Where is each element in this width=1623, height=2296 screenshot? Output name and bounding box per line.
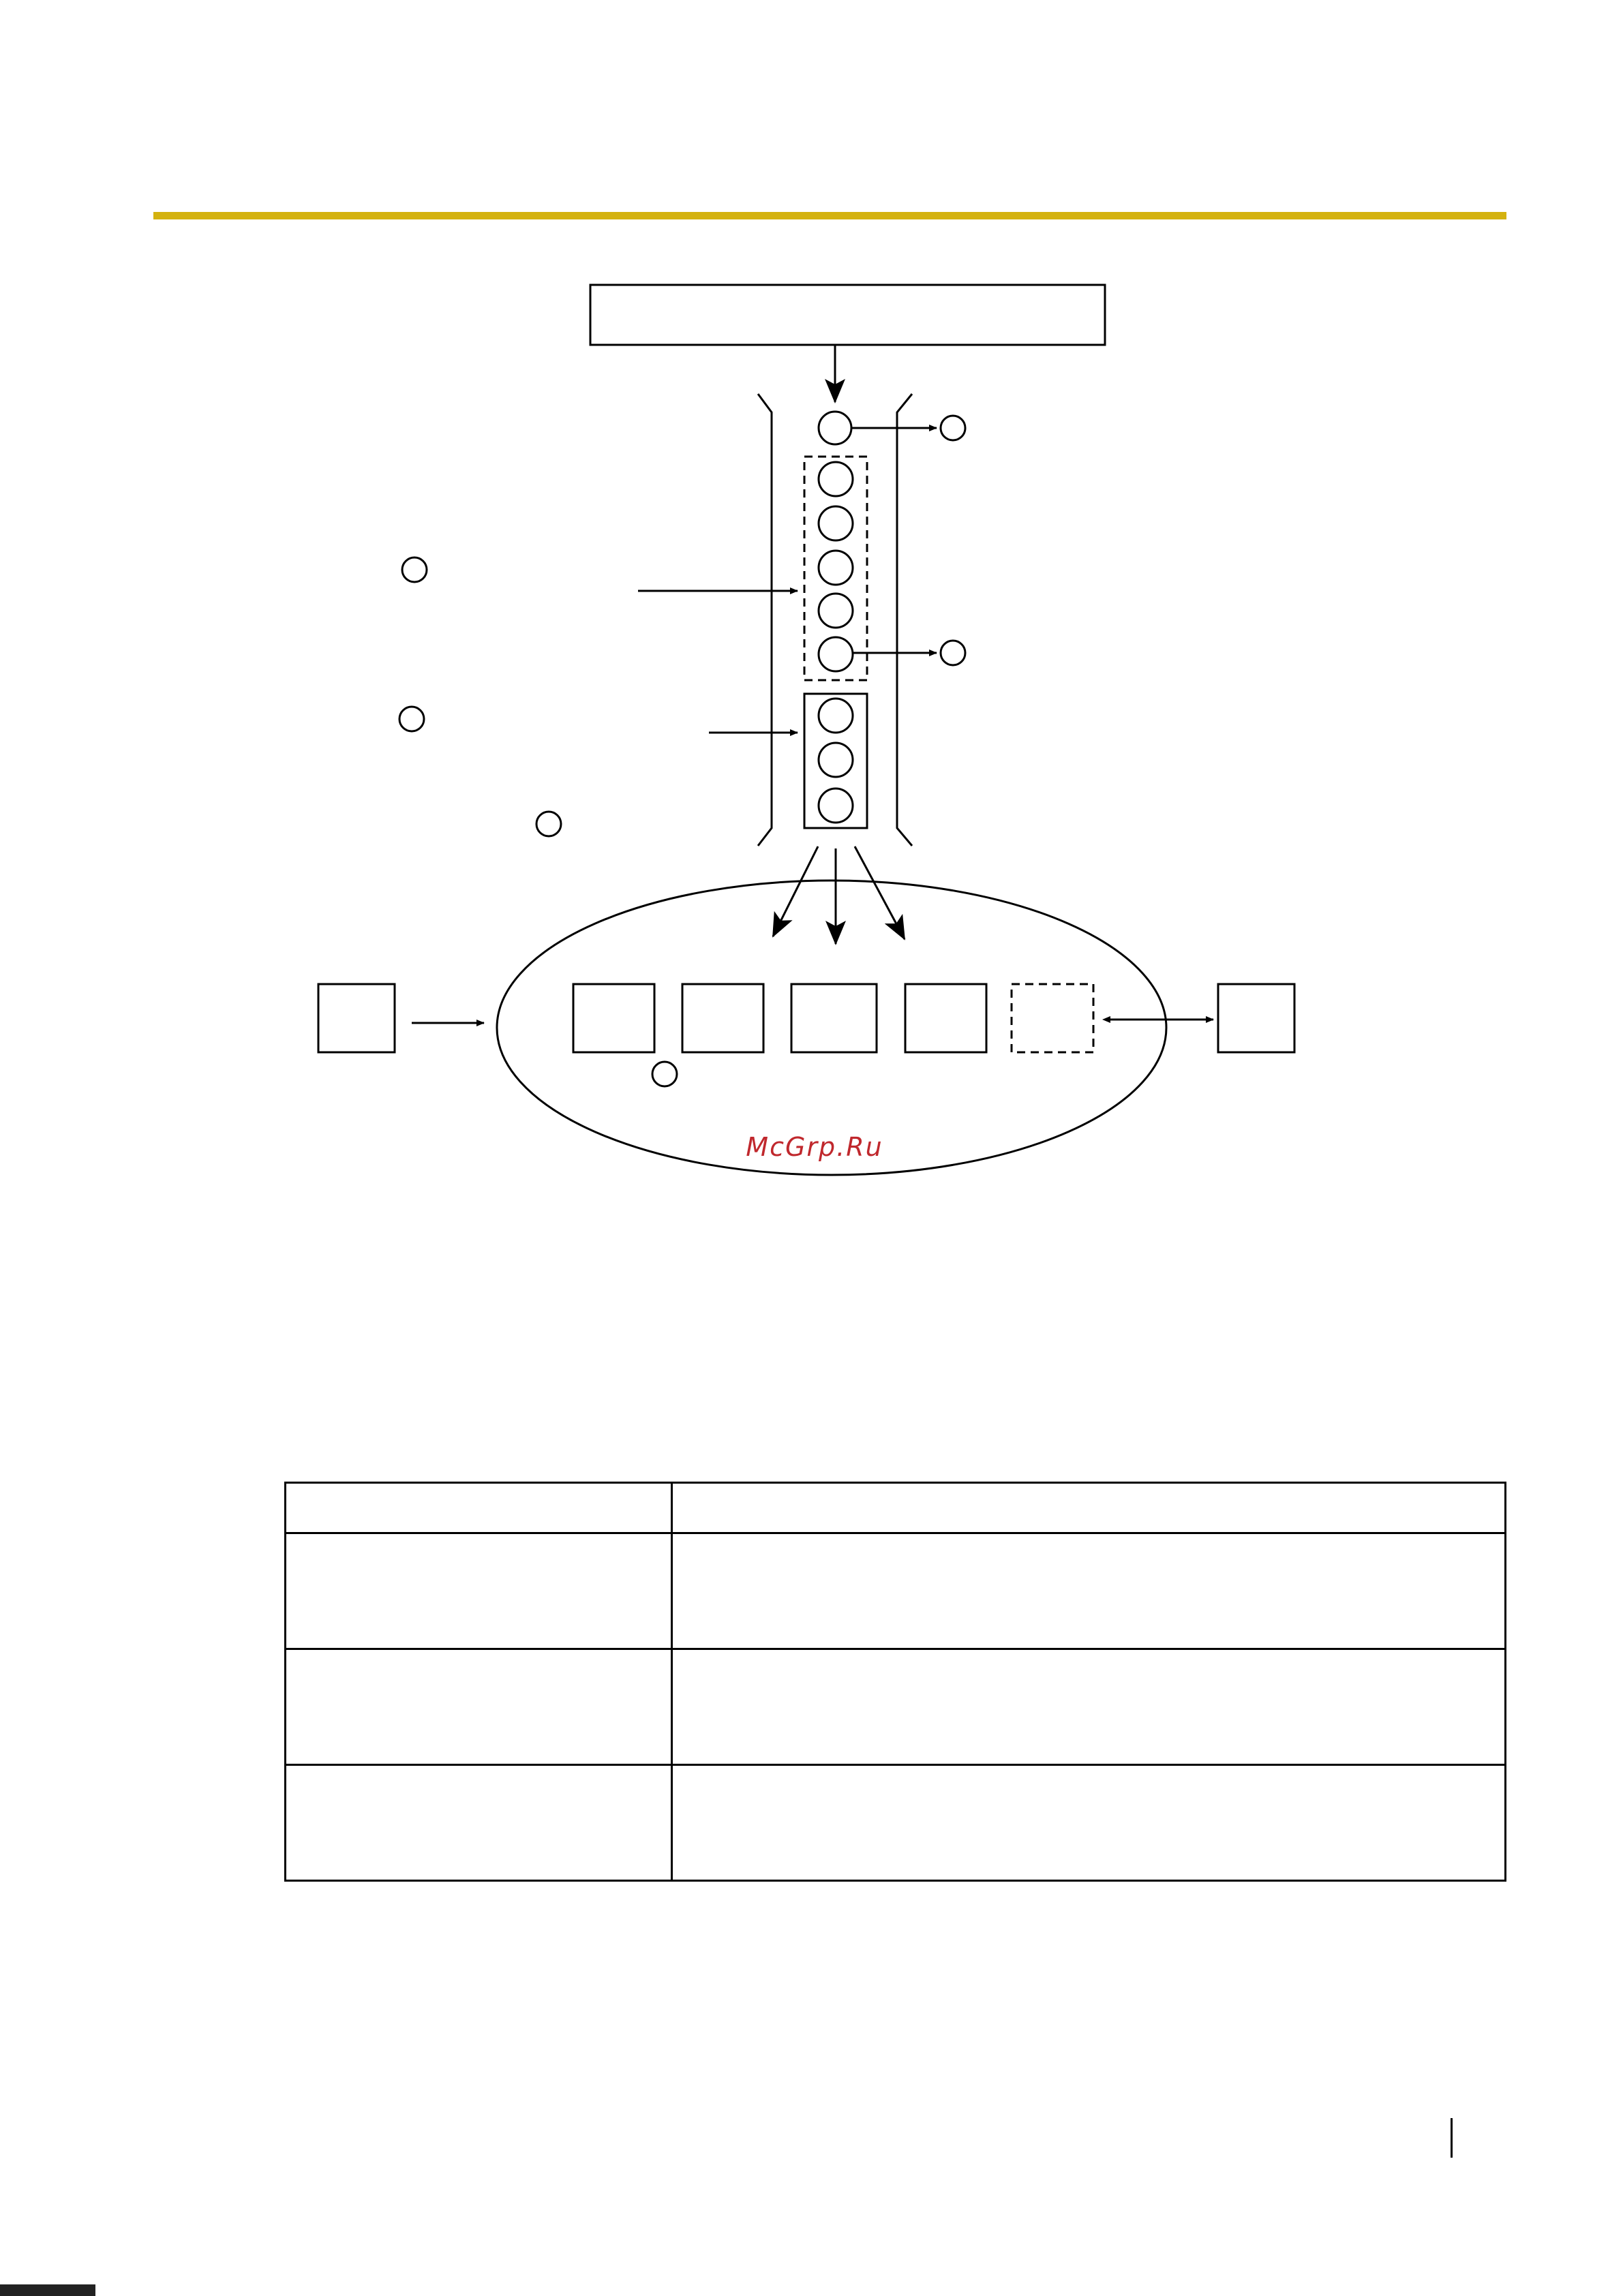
queue-circle-top [819,412,851,444]
page-number-divider [1451,2118,1453,2158]
info-table [284,1482,1506,1882]
table-cell [286,1533,672,1649]
callout-marker-2 [399,707,424,731]
channel-right-wall [897,394,912,846]
table-cell [672,1649,1506,1765]
branch-marker-mid [941,641,965,665]
corner-tab-mark [0,2284,95,2296]
channel-left-wall [758,394,772,846]
workspace-box-3 [791,984,877,1052]
queue-circle-5 [819,637,853,671]
callout-marker-1 [402,557,427,582]
queue-circle-2 [819,506,853,540]
external-left-box [318,984,395,1052]
table-header-cell-2 [672,1483,1506,1533]
watermark-text: McGrp.Ru [746,1132,883,1162]
table-header-cell-1 [286,1483,672,1533]
branch-marker-top [941,416,965,440]
source-box [590,285,1105,345]
dispatch-arrow-left [773,846,818,936]
queue-circle-3 [819,551,853,585]
callout-marker-3 [536,812,561,836]
callout-marker-4 [652,1062,677,1086]
dispatch-arrow-right [855,846,905,939]
table-cell [672,1533,1506,1649]
table-row [286,1649,1506,1765]
table-row [286,1533,1506,1649]
dashed-group [804,457,867,680]
table-row [286,1765,1506,1881]
workspace-box-1 [573,984,654,1052]
workspace-box-2 [682,984,763,1052]
queue-circle-4 [819,594,853,628]
queue-circle-8 [819,789,853,823]
table-header-row [286,1483,1506,1533]
workspace-ellipse [497,881,1166,1175]
workspace-box-dashed [1012,984,1093,1052]
table-cell [672,1765,1506,1881]
queue-circle-7 [819,743,853,777]
queue-circle-1 [819,462,853,496]
table-cell [286,1765,672,1881]
workspace-box-4 [905,984,986,1052]
external-right-box [1218,984,1294,1052]
table-cell [286,1649,672,1765]
solid-group [804,694,867,828]
queue-circle-6 [819,699,853,733]
